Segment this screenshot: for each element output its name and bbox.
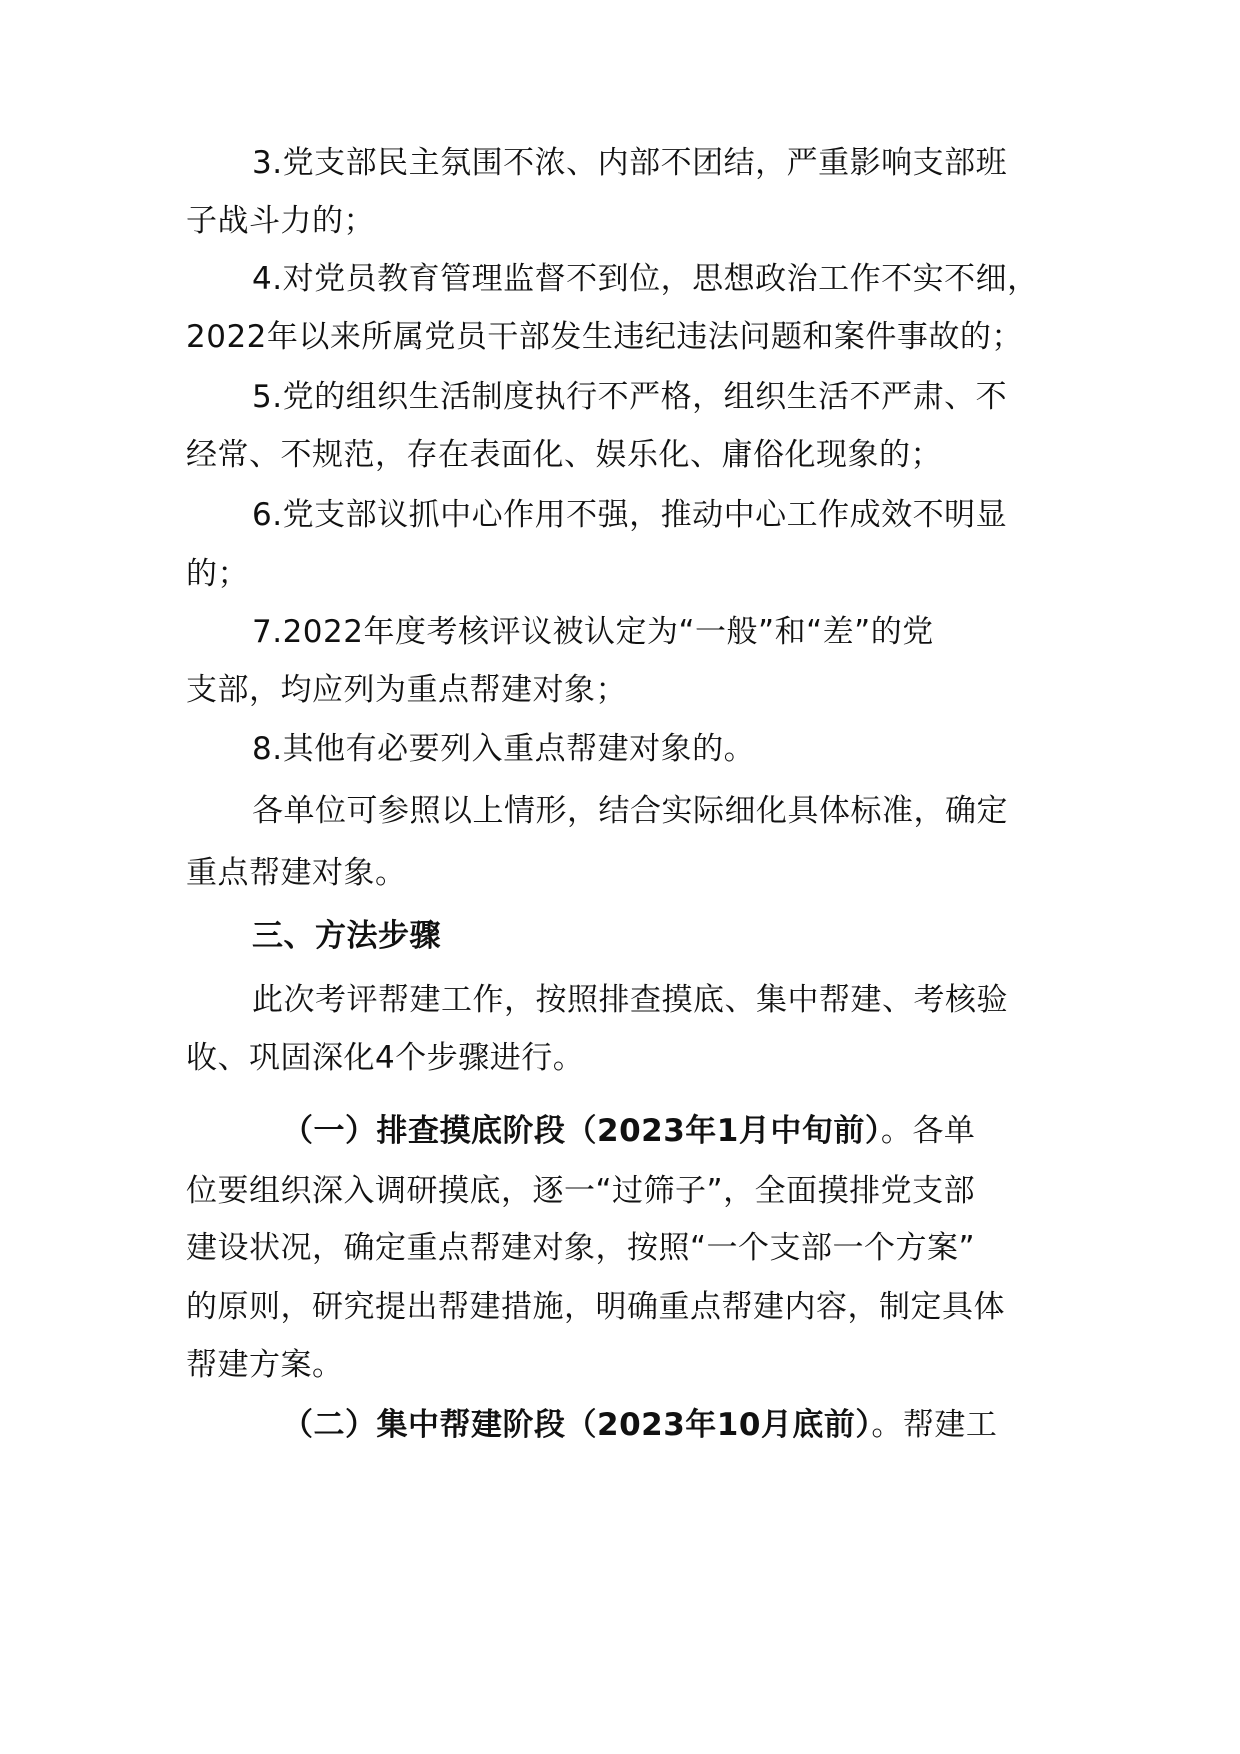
paragraph-line: 8.其他有必要列入重点帮建对象的。 — [252, 731, 756, 767]
paragraph-line: 经常、不规范，存在表面化、娱乐化、庸俗化现象的； — [186, 437, 942, 473]
paragraph-line: 收、巩固深化4个步骤进行。 — [186, 1040, 585, 1076]
paragraph-line: 7.2022年度考核评议被认定为“一般”和“差”的党 — [252, 614, 934, 650]
paragraph-line: 3.党支部民主氛围不浓、内部不团结，严重影响支部班 — [252, 145, 1008, 181]
paragraph-line: 此次考评帮建工作，按照排查摸底、集中帮建、考核验 — [252, 982, 1008, 1018]
paragraph-line: 2022年以来所属党员干部发生违纪违法问题和案件事故的； — [186, 319, 1023, 355]
paragraph-line: 的； — [186, 556, 249, 592]
step-heading-line — [282, 1405, 997, 1445]
paragraph-line: 帮建方案。 — [186, 1347, 344, 1383]
paragraph-line: 建设状况，确定重点帮建对象，按照“一个支部一个方案” — [186, 1230, 976, 1266]
paragraph-line: 4.对党员教育管理监督不到位，思想政治工作不实不细， — [252, 261, 1039, 297]
paragraph-line: 位要组织深入调研摸底，逐一“过筛子”，全面摸排党支部 — [186, 1173, 976, 1209]
step-heading-line — [282, 1111, 975, 1151]
step-heading: （二）集中帮建阶段（2023年10月底前） — [282, 1407, 872, 1443]
step-heading-rest: 。帮建工 — [871, 1407, 998, 1443]
paragraph-line: 的原则，研究提出帮建措施，明确重点帮建内容，制定具体 — [186, 1289, 1005, 1325]
step-heading: （一）排查摸底阶段（2023年1月中旬前） — [282, 1113, 881, 1149]
paragraph-line: 子战斗力的； — [186, 203, 375, 239]
step-heading-rest: 。各单 — [880, 1113, 976, 1149]
paragraph-line: 重点帮建对象。 — [186, 855, 407, 891]
paragraph-line: 6.党支部议抓中心作用不强，推动中心工作成效不明显 — [252, 497, 1008, 533]
paragraph-line: 5.党的组织生活制度执行不严格，组织生活不严肃、不 — [252, 379, 1008, 415]
paragraph-line: 支部，均应列为重点帮建对象； — [186, 672, 627, 708]
paragraph-line: 各单位可参照以上情形，结合实际细化具体标准，确定 — [252, 793, 1008, 829]
section-heading: 三、方法步骤 — [252, 918, 441, 954]
